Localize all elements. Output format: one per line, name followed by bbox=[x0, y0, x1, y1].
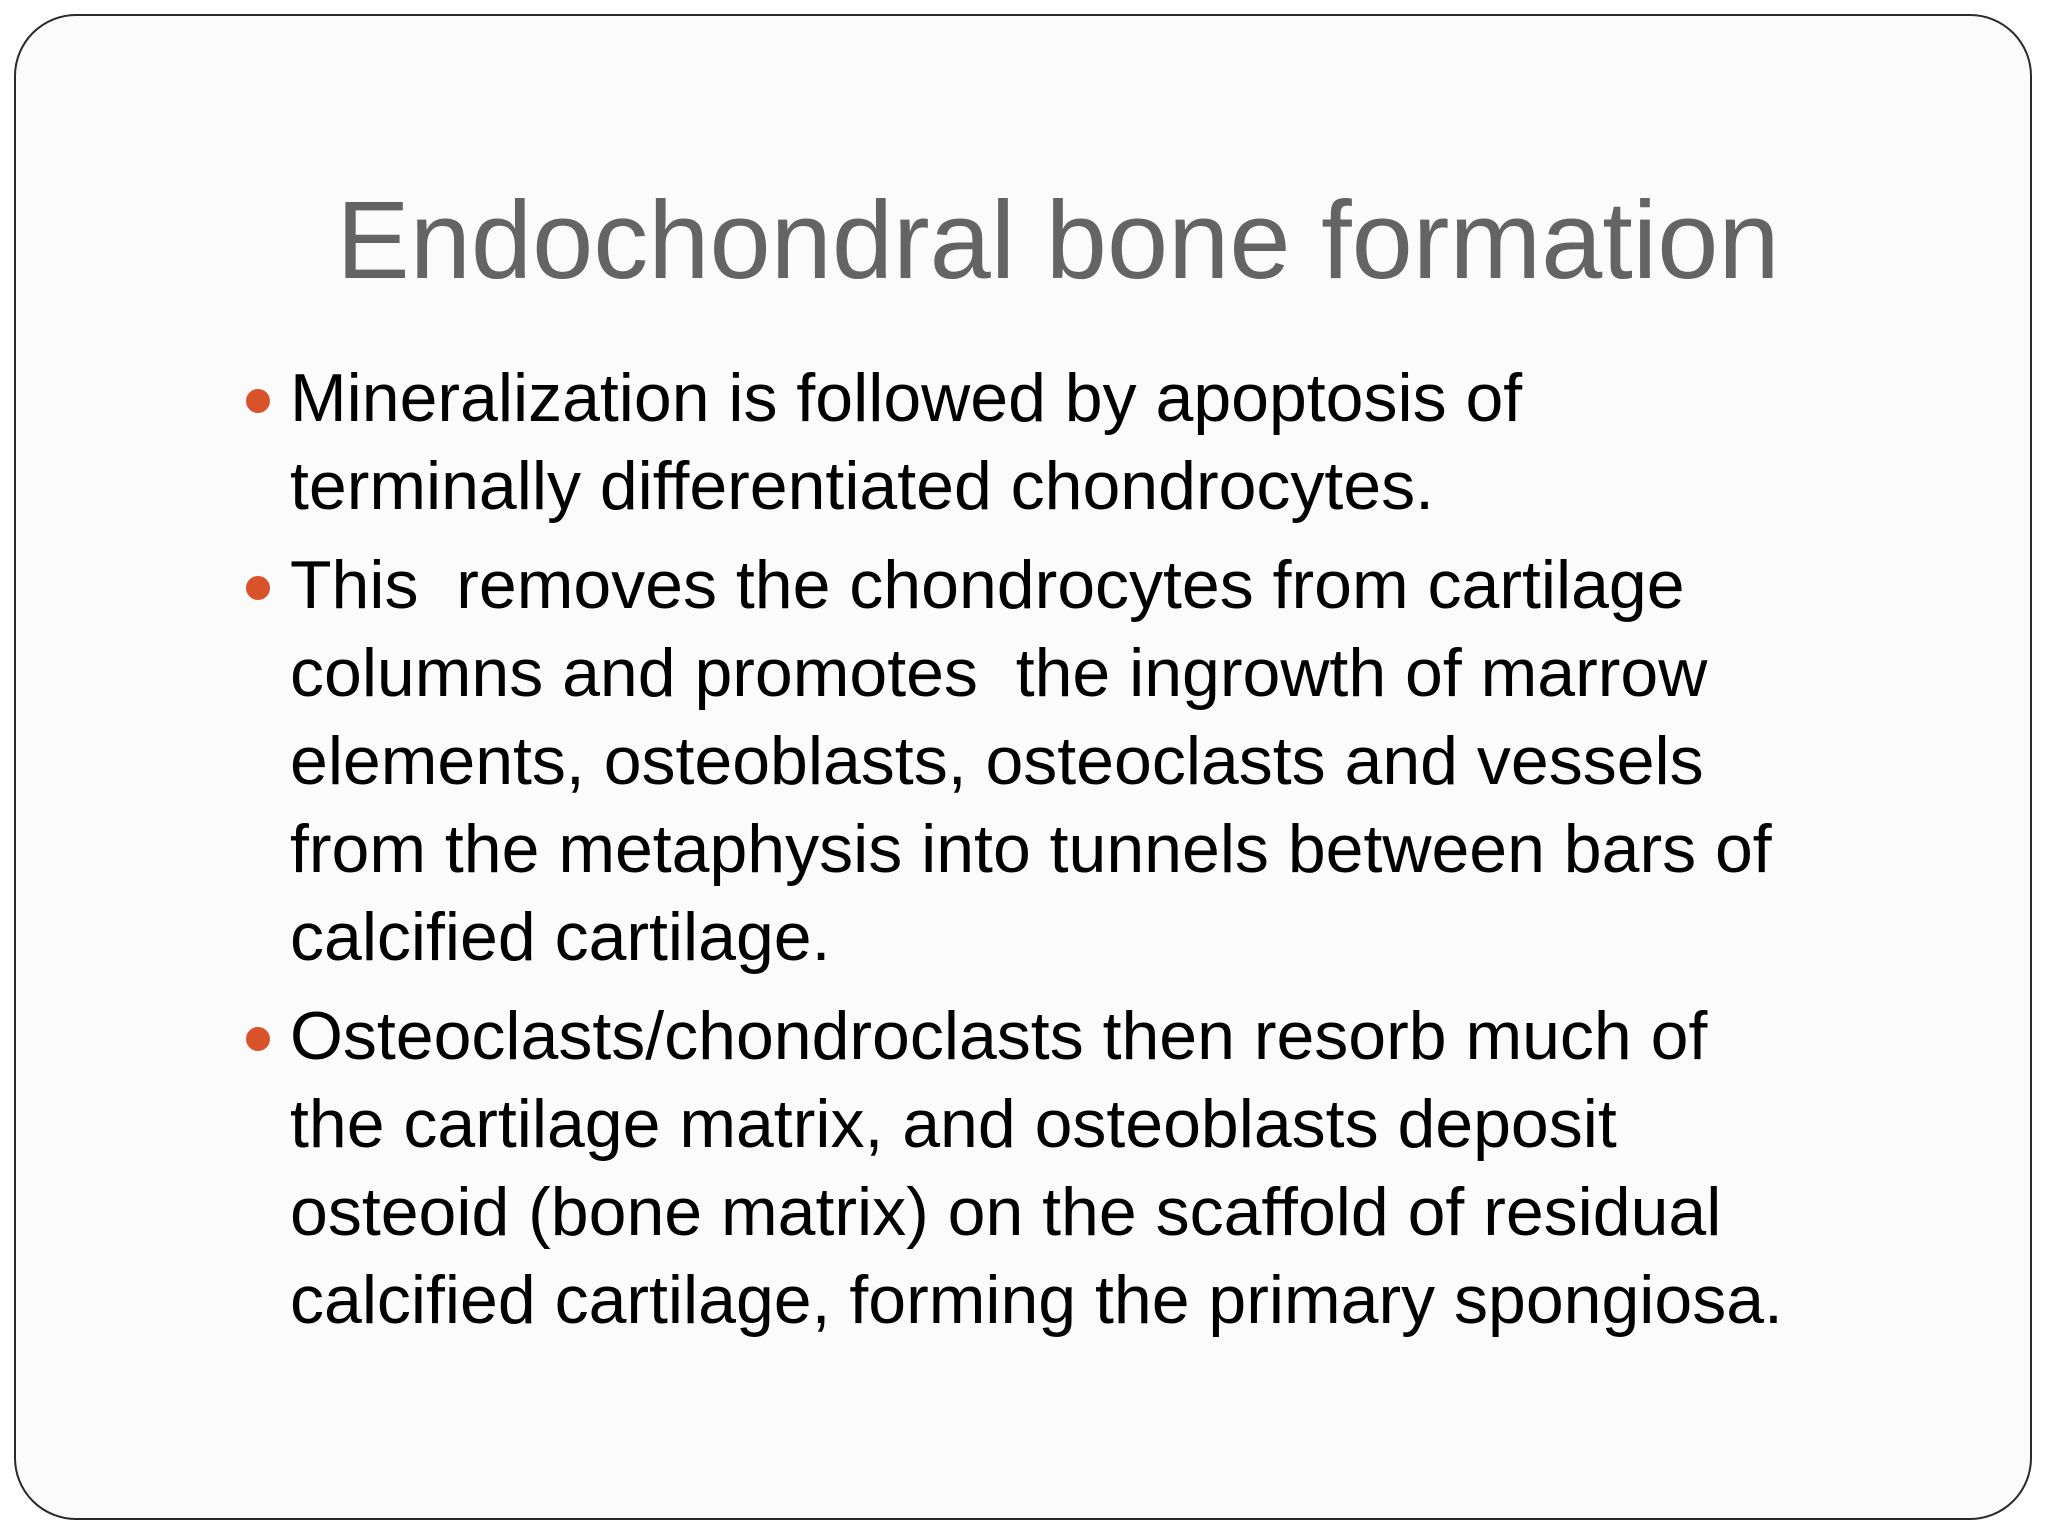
bullet-line: calcified cartilage. bbox=[290, 899, 831, 975]
bullet-line: elements, osteoblasts, osteoclasts and vessels bbox=[290, 723, 1704, 799]
bullet-line: terminally differentiated chondrocytes. bbox=[290, 448, 1435, 524]
slide-title: Endochondral bone formation bbox=[336, 179, 1780, 302]
bullet-line: from the metaphysis into tunnels between bars of bbox=[290, 811, 1772, 887]
bullet-item-3 bbox=[16, 992, 2016, 1344]
bullet-list bbox=[16, 354, 2016, 1355]
bullet-line: calcified cartilage, forming the primary spongiosa. bbox=[290, 1262, 1783, 1338]
slide bbox=[14, 14, 2032, 1520]
bullet-item-1 bbox=[16, 354, 2016, 530]
bullet-line: Osteoclasts/chondroclasts then resorb much of bbox=[290, 998, 1708, 1074]
bullet-dot-icon bbox=[246, 1027, 270, 1051]
bullet-line: This removes the chondrocytes from cartilage bbox=[290, 547, 1685, 623]
bullet-line: osteoid (bone matrix) on the scaffold of residual bbox=[290, 1174, 1722, 1250]
bullet-dot-icon bbox=[246, 389, 270, 413]
bullet-line: the cartilage matrix, and osteoblasts deposit bbox=[290, 1086, 1617, 1162]
bullet-item-2 bbox=[16, 541, 2016, 981]
bullet-line: Mineralization is followed by apoptosis of bbox=[290, 360, 1523, 436]
bullet-dot-icon bbox=[246, 576, 270, 600]
bullet-line: columns and promotes the ingrowth of marrow bbox=[290, 635, 1708, 711]
